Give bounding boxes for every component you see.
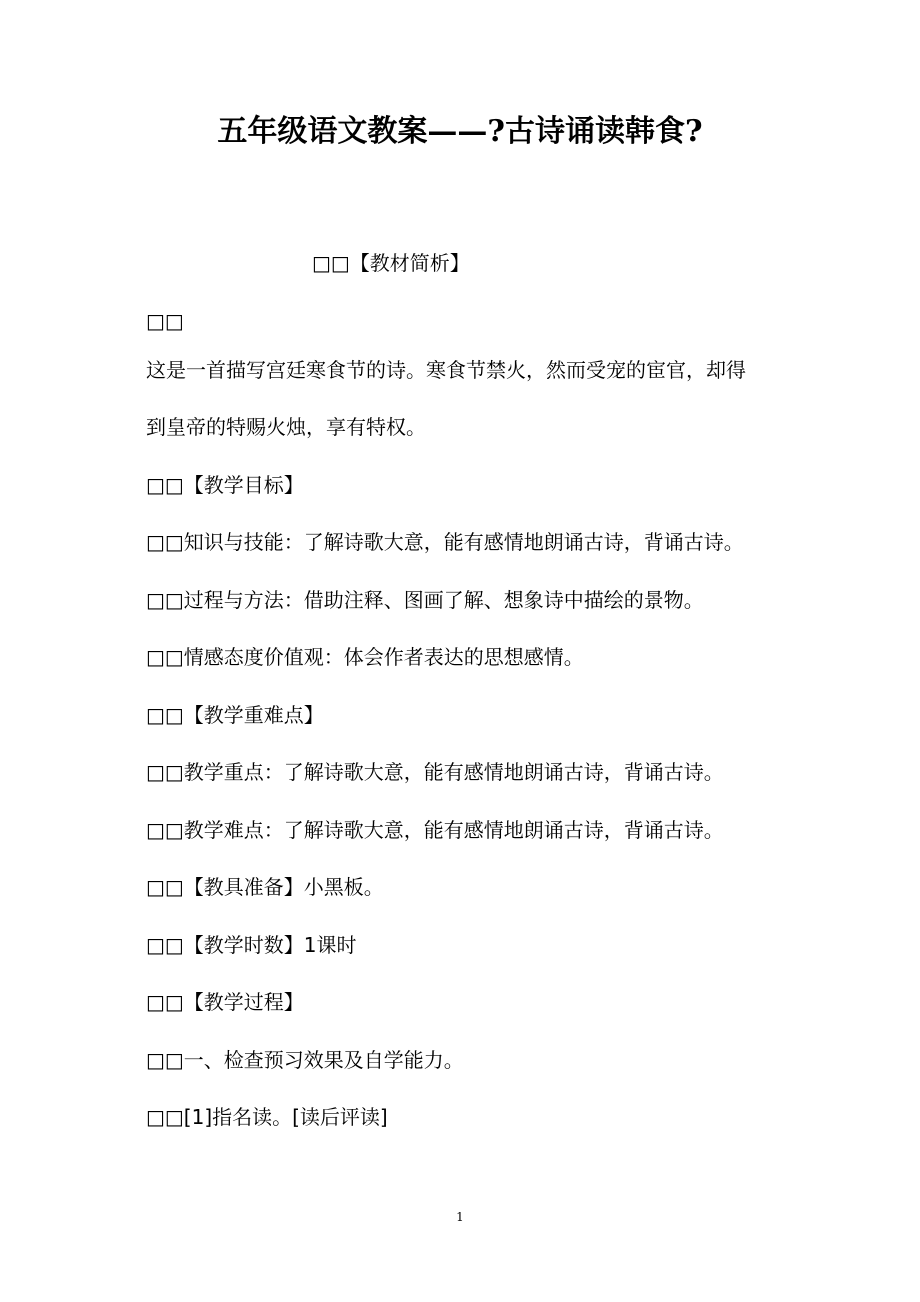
section-heading-textbook-analysis: □□【教材简析】 (312, 251, 470, 275)
page-number: 1 (456, 1210, 464, 1224)
document-title: 五年级语文教案——?古诗诵读韩食? (217, 114, 703, 149)
section-heading-key-difficult-points: □□【教学重难点】 (146, 703, 324, 727)
difficult-point-line: □□教学难点：了解诗歌大意，能有感情地朗诵古诗，背诵古诗。 (146, 818, 724, 842)
teaching-hours-line: □□【教学时数】1课时 (146, 933, 357, 957)
teaching-aids-line: □□【教具准备】小黑板。 (146, 875, 384, 899)
section-heading-teaching-process: □□【教学过程】 (146, 990, 304, 1014)
goal-knowledge-skills: □□知识与技能：了解诗歌大意，能有感情地朗诵古诗，背诵古诗。 (146, 530, 744, 554)
key-point-line: □□教学重点：了解诗歌大意，能有感情地朗诵古诗，背诵古诗。 (146, 760, 724, 784)
goal-process-methods: □□过程与方法：借助注释、图画了解、想象诗中描绘的景物。 (146, 588, 704, 612)
paragraph-line: 这是一首描写宫廷寒食节的诗。寒食节禁火，然而受宠的宦官，却得 (146, 358, 746, 382)
goal-emotion-values: □□情感态度价值观：体会作者表达的思想感情。 (146, 645, 584, 669)
paragraph-line: 到皇帝的特赐火烛，享有特权。 (146, 415, 426, 439)
process-step-line: □□一、检查预习效果及自学能力。 (146, 1048, 464, 1072)
section-heading-teaching-goals: □□【教学目标】 (146, 473, 304, 497)
process-step-line: □□[1]指名读。[读后评读] (146, 1105, 388, 1129)
blank-indent-line: □□ (146, 309, 184, 333)
